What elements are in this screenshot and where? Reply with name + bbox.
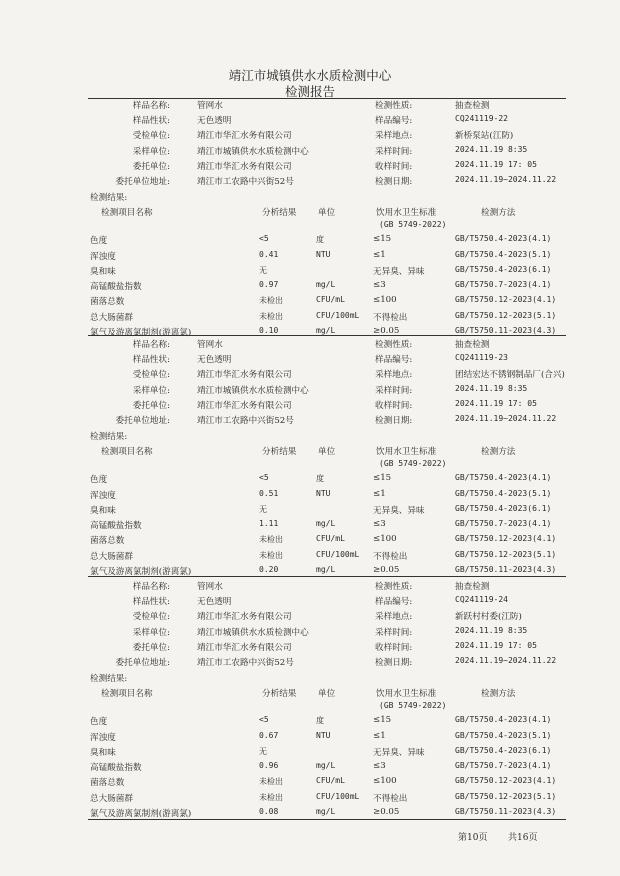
sampling-time-label: 采样时间: xyxy=(375,146,413,157)
test-nature-value: 抽查检测 xyxy=(455,582,490,592)
standard-limit: ≥0.05 xyxy=(373,565,400,575)
test-nature-label: 检测性质: xyxy=(375,340,413,350)
col-standard-sub-header: (GB 5749-2022) xyxy=(379,220,447,230)
sampling-unit-value: 靖江市城镇供水水质检测中心 xyxy=(197,385,309,396)
col-unit-header: 单位 xyxy=(318,447,336,458)
test-date-value: 2024.11.19~2024.11.22 xyxy=(455,175,557,184)
standard-limit: 无异臭、异味 xyxy=(373,266,425,277)
table-row xyxy=(0,519,620,534)
test-method: GB/T5750.4-2023(5.1) xyxy=(455,730,552,740)
standard-limit: ≤1 xyxy=(373,730,386,741)
test-nature-label: 检测性质: xyxy=(375,582,413,592)
result-value: 0.96 xyxy=(259,761,279,771)
unit: 度 xyxy=(316,235,324,245)
client-address-value: 靖江市工农路中兴街52号 xyxy=(197,177,294,187)
sampling-location-label: 采样地点: xyxy=(375,370,413,381)
sampling-unit-label: 采样单位: xyxy=(132,385,170,396)
sample-property-label: 样品性状: xyxy=(132,355,170,366)
unit: NTU xyxy=(316,730,331,740)
inspected-unit-value: 靖江市华汇水务有限公司 xyxy=(197,370,292,381)
sample-section xyxy=(0,580,620,819)
item-name: 色度 xyxy=(90,717,108,728)
col-method-header: 检测方法 xyxy=(481,208,516,219)
col-result-header: 分析结果 xyxy=(262,208,297,219)
inspected-unit-label: 受检单位: xyxy=(132,612,170,623)
result-value: 无 xyxy=(259,746,267,756)
unit: CFU/100mL xyxy=(316,791,360,801)
sample-property-value: 无色透明 xyxy=(197,116,232,127)
col-method-header: 检测方法 xyxy=(481,447,516,458)
item-name: 高锰酸盐指数 xyxy=(90,521,142,532)
item-name: 总大肠菌群 xyxy=(90,312,133,323)
sample-name-label: 样品名称: xyxy=(132,101,170,111)
table-row xyxy=(0,715,620,730)
page-total: 共16页 xyxy=(508,833,538,843)
sample-name-value: 管网水 xyxy=(197,101,223,111)
test-date-label: 检测日期: xyxy=(375,416,413,426)
info-row xyxy=(0,656,620,671)
unit: 度 xyxy=(316,474,324,484)
received-time-label: 收样时间: xyxy=(375,642,413,653)
table-row xyxy=(0,746,620,761)
col-item-header: 检测项目名称 xyxy=(101,447,153,458)
test-method: GB/T5750.7-2023(4.1) xyxy=(455,280,552,290)
sample-name-value: 管网水 xyxy=(197,340,223,350)
table-row xyxy=(0,504,620,519)
col-item-header: 检测项目名称 xyxy=(101,689,153,700)
results-label: 检测结果: xyxy=(90,674,128,685)
standard-limit: ≤15 xyxy=(373,234,392,245)
test-method: GB/T5750.12-2023(4.1) xyxy=(455,776,557,786)
sampling-time-value: 2024.11.19 8:35 xyxy=(455,383,528,393)
col-result-header: 分析结果 xyxy=(262,689,297,700)
sampling-location-label: 采样地点: xyxy=(375,131,413,142)
col-result-header: 分析结果 xyxy=(262,447,297,458)
table-row xyxy=(0,265,620,280)
table-row xyxy=(0,761,620,776)
sampling-time-label: 采样时间: xyxy=(375,385,413,396)
unit: NTU xyxy=(316,488,331,498)
standard-limit: ≥0.05 xyxy=(373,326,400,336)
info-row xyxy=(0,399,620,414)
test-method: GB/T5750.7-2023(4.1) xyxy=(455,519,552,529)
test-method: GB/T5750.12-2023(5.1) xyxy=(455,549,557,559)
table-row xyxy=(0,280,620,295)
unit: NTU xyxy=(316,249,331,259)
test-nature-value: 抽查检测 xyxy=(455,340,490,350)
result-value: <5 xyxy=(259,473,269,483)
item-name: 臭和味 xyxy=(90,505,116,516)
result-value: 无 xyxy=(259,504,267,514)
unit: mg/L xyxy=(316,280,336,290)
test-method: GB/T5750.11-2023(4.3) xyxy=(455,326,557,335)
client-unit-value: 靖江市华汇水务有限公司 xyxy=(197,400,292,411)
unit: CFU/100mL xyxy=(316,310,360,320)
sampling-time-value: 2024.11.19 8:35 xyxy=(455,144,528,154)
col-unit-header: 单位 xyxy=(318,208,336,219)
result-value: 未检出 xyxy=(259,296,283,306)
col-standard-header: 饮用水卫生标准 xyxy=(376,447,437,458)
unit: CFU/mL xyxy=(316,776,345,786)
item-name: 臭和味 xyxy=(90,266,116,277)
sample-no-value: CQ241119-23 xyxy=(455,353,508,363)
inspected-unit-value: 靖江市华汇水务有限公司 xyxy=(197,612,292,623)
item-name: 高锰酸盐指数 xyxy=(90,282,142,293)
client-unit-value: 靖江市华汇水务有限公司 xyxy=(197,642,292,653)
client-address-value: 靖江市工农路中兴街52号 xyxy=(197,658,294,668)
results-label: 检测结果: xyxy=(90,432,128,443)
results-heading xyxy=(0,672,620,687)
result-value: 未检出 xyxy=(259,311,283,321)
col-method-header: 检测方法 xyxy=(481,689,516,700)
result-value: 0.97 xyxy=(259,280,279,290)
result-value: 1.11 xyxy=(259,519,279,529)
sampling-unit-value: 靖江市城镇供水水质检测中心 xyxy=(197,627,309,638)
unit: mg/L xyxy=(316,761,336,771)
sampling-location-label: 采样地点: xyxy=(375,612,413,623)
result-value: 未检出 xyxy=(259,535,283,545)
received-time-value: 2024.11.19 17: 05 xyxy=(455,398,537,408)
test-method: GB/T5750.4-2023(6.1) xyxy=(455,503,552,513)
table-row xyxy=(0,565,620,580)
sample-name-label: 样品名称: xyxy=(132,582,170,592)
client-unit-label: 委托单位: xyxy=(132,400,170,411)
table-row xyxy=(0,250,620,265)
client-unit-label: 委托单位: xyxy=(132,642,170,653)
info-row xyxy=(0,580,620,595)
table-row xyxy=(0,234,620,249)
table-row xyxy=(0,473,620,488)
unit: CFU/mL xyxy=(316,295,345,305)
info-row xyxy=(0,353,620,368)
info-row xyxy=(0,338,620,353)
client-address-label: 委托单位地址: xyxy=(115,658,170,668)
unit: CFU/100mL xyxy=(316,549,360,559)
results-header-row xyxy=(0,445,620,473)
test-method: GB/T5750.4-2023(6.1) xyxy=(455,264,552,274)
result-value: 0.51 xyxy=(259,488,279,498)
test-method: GB/T5750.4-2023(4.1) xyxy=(455,473,552,483)
unit: mg/L xyxy=(316,565,336,574)
standard-limit: ≤15 xyxy=(373,715,392,726)
standard-limit: ≤100 xyxy=(373,534,397,545)
result-value: 0.20 xyxy=(259,565,279,574)
test-nature-value: 抽查检测 xyxy=(455,101,490,111)
test-nature-label: 检测性质: xyxy=(375,101,413,111)
item-name: 总大肠菌群 xyxy=(90,793,133,804)
result-value: 无 xyxy=(259,265,267,275)
item-name: 色度 xyxy=(90,236,108,247)
unit: mg/L xyxy=(316,326,336,335)
info-row xyxy=(0,129,620,144)
item-name: 氯气及游离氯制剂(游离氯) xyxy=(90,567,192,577)
standard-limit: ≤1 xyxy=(373,488,386,499)
info-row xyxy=(0,114,620,129)
test-date-label: 检测日期: xyxy=(375,658,413,668)
col-item-header: 检测项目名称 xyxy=(101,208,153,219)
test-method: GB/T5750.7-2023(4.1) xyxy=(455,761,552,771)
test-method: GB/T5750.4-2023(5.1) xyxy=(455,249,552,259)
item-name: 总大肠菌群 xyxy=(90,551,133,562)
client-unit-label: 委托单位: xyxy=(132,161,170,172)
col-standard-sub-header: (GB 5749-2022) xyxy=(379,459,447,469)
unit: mg/L xyxy=(316,519,336,529)
page-number: 第10页 xyxy=(458,833,488,843)
sample-no-label: 样品编号: xyxy=(375,597,413,608)
report-title: 靖江市城镇供水水质检测中心 xyxy=(228,68,392,83)
unit: CFU/mL xyxy=(316,534,345,544)
sample-name-label: 样品名称: xyxy=(132,340,170,350)
info-row xyxy=(0,175,620,190)
inspected-unit-label: 受检单位: xyxy=(132,370,170,381)
item-name: 氯气及游离氯制剂(游离氯) xyxy=(90,809,192,819)
col-standard-header: 饮用水卫生标准 xyxy=(376,208,437,219)
table-row xyxy=(0,731,620,746)
item-name: 菌落总数 xyxy=(90,297,125,308)
standard-limit: 不得检出 xyxy=(373,793,408,804)
test-method: GB/T5750.12-2023(5.1) xyxy=(455,310,557,320)
item-name: 浑浊度 xyxy=(90,732,116,743)
item-name: 菌落总数 xyxy=(90,778,125,789)
table-row xyxy=(0,776,620,791)
info-row xyxy=(0,145,620,160)
standard-limit: ≤15 xyxy=(373,473,392,484)
received-time-label: 收样时间: xyxy=(375,400,413,411)
sampling-unit-label: 采样单位: xyxy=(132,627,170,638)
standard-limit: 不得检出 xyxy=(373,551,408,562)
sampling-location-value: 团结宏达不锈钢制品厂(合兴) xyxy=(455,370,565,381)
test-date-label: 检测日期: xyxy=(375,177,413,187)
info-row xyxy=(0,610,620,625)
inspected-unit-value: 靖江市华汇水务有限公司 xyxy=(197,131,292,142)
standard-limit: ≤3 xyxy=(373,280,386,291)
sample-no-value: CQ241119-24 xyxy=(455,595,508,605)
info-row xyxy=(0,641,620,656)
col-unit-header: 单位 xyxy=(318,689,336,700)
item-name: 菌落总数 xyxy=(90,536,125,547)
test-date-value: 2024.11.19~2024.11.22 xyxy=(455,414,557,423)
standard-limit: ≤3 xyxy=(373,519,386,530)
test-method: GB/T5750.4-2023(4.1) xyxy=(455,715,552,725)
test-method: GB/T5750.11-2023(4.3) xyxy=(455,807,557,816)
standard-limit: ≤100 xyxy=(373,295,397,306)
received-time-value: 2024.11.19 17: 05 xyxy=(455,640,537,650)
item-name: 浑浊度 xyxy=(90,251,116,262)
test-date-value: 2024.11.19~2024.11.22 xyxy=(455,656,557,665)
standard-limit: 无异臭、异味 xyxy=(373,747,425,758)
report-subtitle: 检测报告 xyxy=(284,84,335,99)
results-label: 检测结果: xyxy=(90,193,128,204)
sampling-time-value: 2024.11.19 8:35 xyxy=(455,625,528,635)
results-header-row xyxy=(0,687,620,715)
result-value: <5 xyxy=(259,715,269,725)
test-method: GB/T5750.11-2023(4.3) xyxy=(455,565,557,574)
item-name: 高锰酸盐指数 xyxy=(90,763,142,774)
sample-property-value: 无色透明 xyxy=(197,355,232,366)
test-method: GB/T5750.4-2023(4.1) xyxy=(455,234,552,244)
sample-section xyxy=(0,99,620,338)
info-row xyxy=(0,414,620,429)
client-address-label: 委托单位地址: xyxy=(115,416,170,426)
info-row xyxy=(0,384,620,399)
item-name: 氯气及游离氯制剂(游离氯) xyxy=(90,328,192,338)
unit: mg/L xyxy=(316,807,336,816)
table-row xyxy=(0,807,620,822)
sampling-unit-label: 采样单位: xyxy=(132,146,170,157)
item-name: 臭和味 xyxy=(90,747,116,758)
result-value: 未检出 xyxy=(259,550,283,560)
test-method: GB/T5750.4-2023(5.1) xyxy=(455,488,552,498)
standard-limit: 不得检出 xyxy=(373,312,408,323)
standard-limit: ≥0.05 xyxy=(373,807,400,817)
item-name: 浑浊度 xyxy=(90,490,116,501)
col-standard-sub-header: (GB 5749-2022) xyxy=(379,701,447,711)
result-value: 0.10 xyxy=(259,326,279,335)
info-row xyxy=(0,595,620,610)
sample-property-value: 无色透明 xyxy=(197,597,232,608)
table-row xyxy=(0,311,620,326)
table-row xyxy=(0,792,620,807)
standard-limit: ≤3 xyxy=(373,761,386,772)
test-method: GB/T5750.12-2023(5.1) xyxy=(455,791,557,801)
standard-limit: 无异臭、异味 xyxy=(373,505,425,516)
result-value: 未检出 xyxy=(259,792,283,802)
inspected-unit-label: 受检单位: xyxy=(132,131,170,142)
client-address-label: 委托单位地址: xyxy=(115,177,170,187)
sample-no-label: 样品编号: xyxy=(375,116,413,127)
result-value: 0.41 xyxy=(259,249,279,259)
test-method: GB/T5750.12-2023(4.1) xyxy=(455,534,557,544)
received-time-value: 2024.11.19 17: 05 xyxy=(455,159,537,169)
unit: 度 xyxy=(316,716,324,726)
client-unit-value: 靖江市华汇水务有限公司 xyxy=(197,161,292,172)
result-value: 0.67 xyxy=(259,730,279,740)
item-name: 色度 xyxy=(90,475,108,486)
sampling-time-label: 采样时间: xyxy=(375,627,413,638)
table-row xyxy=(0,550,620,565)
result-value: 0.08 xyxy=(259,807,279,816)
standard-limit: ≤1 xyxy=(373,249,386,260)
received-time-label: 收样时间: xyxy=(375,161,413,172)
sample-property-label: 样品性状: xyxy=(132,597,170,608)
sampling-location-value: 新跃村村委(江防) xyxy=(455,612,522,623)
sample-no-label: 样品编号: xyxy=(375,355,413,366)
standard-limit: ≤100 xyxy=(373,776,397,787)
col-standard-header: 饮用水卫生标准 xyxy=(376,689,437,700)
info-row xyxy=(0,626,620,641)
sample-name-value: 管网水 xyxy=(197,582,223,592)
sample-no-value: CQ241119-22 xyxy=(455,114,508,124)
test-method: GB/T5750.12-2023(4.1) xyxy=(455,295,557,305)
sample-property-label: 样品性状: xyxy=(132,116,170,127)
info-row xyxy=(0,99,620,114)
results-heading xyxy=(0,430,620,445)
info-row xyxy=(0,160,620,175)
results-header-row xyxy=(0,206,620,234)
table-row xyxy=(0,295,620,310)
info-row xyxy=(0,368,620,383)
result-value: 未检出 xyxy=(259,777,283,787)
table-row xyxy=(0,534,620,549)
sampling-location-value: 新桥泵站(江防) xyxy=(455,131,514,142)
sample-section xyxy=(0,338,620,577)
results-heading xyxy=(0,191,620,206)
result-value: <5 xyxy=(259,234,269,244)
test-method: GB/T5750.4-2023(6.1) xyxy=(455,745,552,755)
table-row xyxy=(0,489,620,504)
client-address-value: 靖江市工农路中兴街52号 xyxy=(197,416,294,426)
sampling-unit-value: 靖江市城镇供水水质检测中心 xyxy=(197,146,309,157)
